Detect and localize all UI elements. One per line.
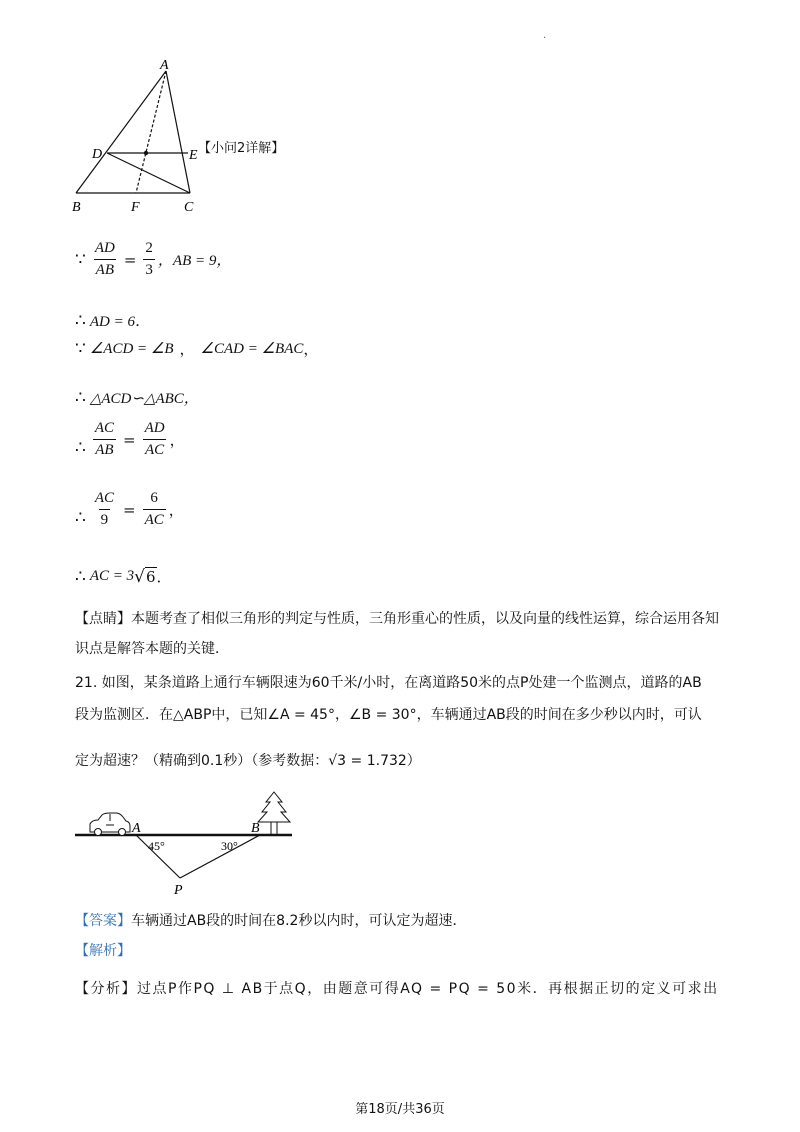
because-symbol: ∵ bbox=[75, 249, 86, 270]
step-5: ∴ $\frac{AC}{AB}$ = $\frac{AD}{AC}$ ， bbox=[75, 420, 185, 459]
label-p: P bbox=[174, 883, 183, 898]
label-a: A bbox=[160, 58, 169, 73]
road-figure bbox=[70, 788, 310, 900]
answer-label: 【答案】 bbox=[75, 913, 131, 929]
analysis-text: 过点P作PQ ⊥ AB于点Q，由题意可得AQ = PQ = 50米．再根据正切的定义可求出 bbox=[137, 981, 719, 997]
label-a: A bbox=[132, 821, 141, 836]
step-6: ∴ $\frac{AC}{9}$ = $\frac{6}{AC}$ ， bbox=[75, 490, 184, 529]
label-b: B bbox=[72, 200, 81, 215]
step-3: ∵ ∠ACD = ∠B ， ∠CAD = ∠BAC ， bbox=[75, 338, 319, 359]
fraction-6-ac: $\frac{6}{AC}$ bbox=[144, 490, 164, 529]
label-c: C bbox=[184, 200, 194, 215]
top-mark: . bbox=[543, 30, 547, 41]
segment-bp bbox=[180, 835, 260, 878]
step-4-text: △ACD∽△ABC， bbox=[89, 391, 199, 407]
radical-sign: √ bbox=[134, 566, 145, 587]
tree-icon bbox=[258, 792, 290, 834]
analysis-sub-label: 【分析】 bbox=[75, 981, 137, 997]
step-7: ∴ AC = 3 √ 6 ． bbox=[75, 566, 172, 587]
step-1-tail: ，AB = 9， bbox=[157, 253, 232, 270]
problem-21-line-2: 段为监测区．在△ABP中，已知∠A = 45°，∠B = 30°，车辆通过AB段的时间在多少秒以内时，可认 bbox=[75, 707, 702, 723]
centroid-point bbox=[144, 151, 148, 155]
step-3-text2: ∠CAD = ∠BAC bbox=[200, 341, 304, 357]
page-footer: 第18页/共36页 bbox=[355, 1102, 445, 1117]
step-1 bbox=[75, 240, 231, 280]
fraction-ac-ab: $\frac{AC}{AB}$ bbox=[94, 420, 114, 459]
label-e: E bbox=[189, 148, 198, 163]
fraction-ad-ab: $\frac{AD}{AB}$ bbox=[94, 240, 115, 279]
angle-b-label: 30° bbox=[221, 839, 238, 853]
step-7-lhs: AC = 3 bbox=[89, 568, 135, 584]
side-ac bbox=[166, 71, 190, 193]
segment-dc bbox=[107, 153, 190, 193]
step-2: ∴ AD = 6． bbox=[75, 310, 150, 331]
step-2-text: AD = 6． bbox=[89, 314, 150, 330]
comment-paragraph bbox=[75, 604, 730, 664]
comment-text: 本题考查了相似三角形的判定与性质，三角形重心的性质，以及向量的线性运算，综合运用各知识点是解答本题的关键． bbox=[75, 611, 719, 657]
fraction-2-3: $\frac{2}{3}$ bbox=[145, 240, 153, 279]
radicand: 6 bbox=[145, 568, 156, 586]
label-b: B bbox=[251, 821, 260, 836]
angle-a-label: 45° bbox=[148, 839, 165, 853]
analysis-label: 【解析】 bbox=[75, 943, 131, 959]
step-4: ∴ △ACD∽△ABC， bbox=[75, 387, 199, 408]
car-icon bbox=[90, 813, 130, 836]
answer-paragraph bbox=[75, 906, 730, 936]
label-f: F bbox=[131, 200, 140, 215]
fraction-ad-ac: $\frac{AD}{AC}$ bbox=[144, 420, 165, 459]
problem-21-line-3: 定为超速？（精确到0.1秒）（参考数据：√3 = 1.732） bbox=[75, 753, 421, 769]
problem-21-line-1: 21. 如图，某条道路上通行车辆限速为60千米/小时，在离道路50米的点P处建一个监测点，道路的AB bbox=[75, 675, 702, 691]
analysis-paragraph bbox=[75, 974, 730, 1004]
comment-label: 【点睛】 bbox=[75, 611, 131, 627]
equals: = bbox=[123, 250, 137, 269]
answer-text: 车辆通过AB段的时间在8.2秒以内时，可认定为超速． bbox=[131, 913, 467, 929]
subquestion-caption: 【小问2详解】 bbox=[198, 141, 285, 156]
label-d: D bbox=[92, 147, 103, 162]
fraction-ac-9: $\frac{AC}{9}$ bbox=[94, 490, 114, 529]
step-3-text1: ∠ACD = ∠B bbox=[89, 341, 174, 357]
